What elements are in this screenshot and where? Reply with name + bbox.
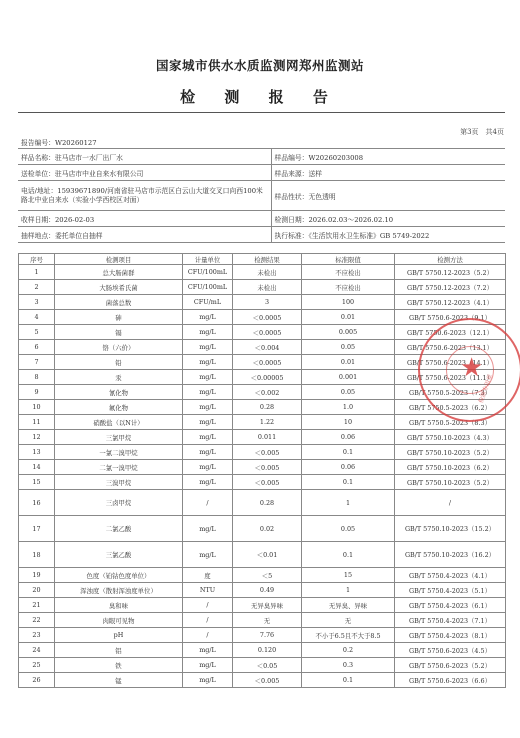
cell-no: 23 <box>19 628 55 643</box>
table-row <box>19 658 506 673</box>
cell-method: GB/T 5750.4-2023（7.1） <box>395 613 506 628</box>
cell-method: GB/T 5750.6-2023（14.1） <box>395 355 506 370</box>
cell-no: 9 <box>19 385 55 400</box>
cell-method: GB/T 5750.12-2023（4.1） <box>395 295 506 310</box>
sample-name: 样品名称：驻马店市一水厂出厂水 <box>18 149 271 165</box>
cell-no: 14 <box>19 460 55 475</box>
cell-limit: 0.01 <box>302 310 395 325</box>
cell-unit: mg/L <box>183 445 233 460</box>
cell-method: GB/T 5750.4-2023（5.1） <box>395 583 506 598</box>
cell-unit: 度 <box>183 568 233 583</box>
cell-result: 0.011 <box>233 430 302 445</box>
cell-item: 铅 <box>55 355 183 370</box>
header-limit: 标准限值 <box>302 254 395 265</box>
cell-unit: CFU/100mL <box>183 265 233 280</box>
cell-item: 锰 <box>55 673 183 688</box>
cell-no: 6 <box>19 340 55 355</box>
table-row <box>19 265 506 280</box>
cell-item: 氟化物 <box>55 400 183 415</box>
table-row <box>19 613 506 628</box>
cell-result: ＜0.05 <box>233 658 302 673</box>
cell-unit: mg/L <box>183 542 233 568</box>
table-row <box>19 598 506 613</box>
cell-item: 砷 <box>55 310 183 325</box>
cell-no: 21 <box>19 598 55 613</box>
sample-number: 样品编号：W20260203008 <box>271 149 505 165</box>
cell-limit: 0.1 <box>302 673 395 688</box>
cell-unit: mg/L <box>183 673 233 688</box>
cell-result: 0.49 <box>233 583 302 598</box>
table-row <box>19 430 506 445</box>
cell-item: 肉眼可见物 <box>55 613 183 628</box>
header-method: 检测方法 <box>395 254 506 265</box>
header-item: 检测项目 <box>55 254 183 265</box>
cell-unit: / <box>183 613 233 628</box>
cell-method: GB/T 5750.5-2023（6.2） <box>395 400 506 415</box>
cell-method: GB/T 5750.12-2023（5.2） <box>395 265 506 280</box>
cell-result: ＜0.005 <box>233 445 302 460</box>
cell-result: 无 <box>233 613 302 628</box>
execution-standard: 执行标准：《生活饮用水卫生标准》GB 5749-2022 <box>271 227 505 243</box>
cell-item: 硝酸盐（以N计） <box>55 415 183 430</box>
cell-item: 镉 <box>55 325 183 340</box>
cell-limit: 100 <box>302 295 395 310</box>
cell-item: 臭和味 <box>55 598 183 613</box>
table-header-row <box>19 254 506 265</box>
cell-result: ＜0.005 <box>233 475 302 490</box>
cell-result: 未检出 <box>233 265 302 280</box>
table-row <box>19 673 506 688</box>
cell-unit: mg/L <box>183 460 233 475</box>
cell-unit: CFU/mL <box>183 295 233 310</box>
cell-limit: 15 <box>302 568 395 583</box>
header-no: 序号 <box>19 254 55 265</box>
cell-limit: 0.1 <box>302 475 395 490</box>
cell-unit: / <box>183 490 233 516</box>
cell-method: GB/T 5750.10-2023（15.2） <box>395 516 506 542</box>
cell-item: 氰化物 <box>55 385 183 400</box>
cell-no: 26 <box>19 673 55 688</box>
cell-unit: mg/L <box>183 475 233 490</box>
cell-result: 0.02 <box>233 516 302 542</box>
cell-result: ＜5 <box>233 568 302 583</box>
cell-limit: 0.005 <box>302 325 395 340</box>
header-rule <box>18 112 505 113</box>
cell-method: GB/T 5750.10-2023（6.2） <box>395 460 506 475</box>
cell-method: GB/T 5750.5-2023（7.3） <box>395 385 506 400</box>
cell-item: 一氯二溴甲烷 <box>55 445 183 460</box>
cell-result: ＜0.00005 <box>233 370 302 385</box>
cell-no: 24 <box>19 643 55 658</box>
cell-item: 三溴甲烷 <box>55 475 183 490</box>
cell-method: GB/T 5750.6-2023（6.6） <box>395 673 506 688</box>
cell-method: GB/T 5750.6-2023（4.5） <box>395 643 506 658</box>
table-row <box>19 460 506 475</box>
table-row <box>19 568 506 583</box>
cell-item: 三氯甲烷 <box>55 430 183 445</box>
table-row <box>19 445 506 460</box>
cell-method: / <box>395 490 506 516</box>
cell-unit: mg/L <box>183 658 233 673</box>
cell-limit: 无异臭、异味 <box>302 598 395 613</box>
cell-limit: 0.06 <box>302 460 395 475</box>
cell-no: 1 <box>19 265 55 280</box>
cell-item: 大肠埃希氏菌 <box>55 280 183 295</box>
page-title: 检 测 报 告 <box>180 88 340 106</box>
table-row <box>19 643 506 658</box>
cell-no: 11 <box>19 415 55 430</box>
cell-no: 12 <box>19 430 55 445</box>
cell-limit: 不小于6.5且不大于8.5 <box>302 628 395 643</box>
cell-no: 15 <box>19 475 55 490</box>
cell-limit: 0.05 <box>302 516 395 542</box>
cell-method: GB/T 5750.4-2023（8.1） <box>395 628 506 643</box>
cell-method: GB/T 5750.10-2023（16.2） <box>395 542 506 568</box>
cell-limit: 1.0 <box>302 400 395 415</box>
cell-unit: mg/L <box>183 516 233 542</box>
cell-item: 汞 <box>55 370 183 385</box>
cell-unit: mg/L <box>183 385 233 400</box>
table-row <box>19 490 506 516</box>
table-row <box>19 475 506 490</box>
cell-limit: 0.1 <box>302 445 395 460</box>
page-number: 第3页 共4页 <box>460 128 504 136</box>
table-row <box>19 280 506 295</box>
cell-limit: 0.001 <box>302 370 395 385</box>
star-seal-icon: ★ <box>460 353 484 383</box>
contact-address: 电话/地址：15939671890/河南省驻马店市示范区白云山大道交叉口向西100米路北中业自来水（实验小学西校区对面） <box>18 181 271 211</box>
cell-result: ＜0.01 <box>233 542 302 568</box>
cell-item: 三氯乙酸 <box>55 542 183 568</box>
cell-item: 三卤甲烷 <box>55 490 183 516</box>
cell-method: GB/T 5750.6-2023（5.2） <box>395 658 506 673</box>
cell-method: GB/T 5750.5-2023（8.3） <box>395 415 506 430</box>
cell-unit: mg/L <box>183 310 233 325</box>
cell-method: GB/T 5750.10-2023（5.2） <box>395 475 506 490</box>
cell-result: ＜0.0005 <box>233 325 302 340</box>
cell-method: GB/T 5750.4-2023（6.1） <box>395 598 506 613</box>
cell-method: GB/T 5750.4-2023（4.1） <box>395 568 506 583</box>
cell-result: 未检出 <box>233 280 302 295</box>
cell-result: 1.22 <box>233 415 302 430</box>
cell-method: GB/T 5750.10-2023（4.3） <box>395 430 506 445</box>
table-row <box>19 583 506 598</box>
cell-no: 7 <box>19 355 55 370</box>
cell-item: 二氯一溴甲烷 <box>55 460 183 475</box>
table-row <box>19 295 506 310</box>
cell-no: 22 <box>19 613 55 628</box>
cell-item: pH <box>55 628 183 643</box>
cell-no: 8 <box>19 370 55 385</box>
cell-limit: 不应检出 <box>302 280 395 295</box>
cell-method: GB/T 5750.6-2023（12.1） <box>395 325 506 340</box>
header-unit: 计量单位 <box>183 254 233 265</box>
cell-unit: CFU/100mL <box>183 280 233 295</box>
cell-no: 25 <box>19 658 55 673</box>
cell-no: 19 <box>19 568 55 583</box>
cell-result: 3 <box>233 295 302 310</box>
cell-result: ＜0.002 <box>233 385 302 400</box>
cell-result: ＜0.005 <box>233 460 302 475</box>
cell-limit: 0.2 <box>302 643 395 658</box>
table-row <box>19 628 506 643</box>
cell-no: 5 <box>19 325 55 340</box>
cell-item: 色度（铂钴色度单位） <box>55 568 183 583</box>
test-date: 检测日期：2026.02.03～2026.02.10 <box>271 211 505 227</box>
cell-unit: mg/L <box>183 400 233 415</box>
cell-item: 铁 <box>55 658 183 673</box>
cell-result: ＜0.004 <box>233 340 302 355</box>
results-body <box>19 265 506 688</box>
sample-trait: 样品性状：无色透明 <box>271 181 505 211</box>
cell-unit: mg/L <box>183 325 233 340</box>
cell-unit: mg/L <box>183 415 233 430</box>
cell-limit: 10 <box>302 415 395 430</box>
cell-no: 17 <box>19 516 55 542</box>
table-row <box>19 415 506 430</box>
cell-no: 16 <box>19 490 55 516</box>
cell-method: GB/T 5750.6-2023（13.1） <box>395 340 506 355</box>
report-number: 报告编号：W20260127 <box>18 136 505 149</box>
cell-limit: 0.1 <box>302 542 395 568</box>
cell-method: GB/T 5750.6-2023（11.1） <box>395 370 506 385</box>
cell-limit: 1 <box>302 490 395 516</box>
cell-no: 10 <box>19 400 55 415</box>
cell-limit: 0.05 <box>302 385 395 400</box>
cell-no: 3 <box>19 295 55 310</box>
cell-limit: 0.06 <box>302 430 395 445</box>
cell-item: 总大肠菌群 <box>55 265 183 280</box>
cell-unit: mg/L <box>183 430 233 445</box>
table-row <box>19 542 506 568</box>
cell-item: 铝 <box>55 643 183 658</box>
cell-limit: 0.3 <box>302 658 395 673</box>
results-table <box>18 253 506 688</box>
received-date: 收样日期：2026-02-03 <box>18 211 271 227</box>
table-row <box>19 310 506 325</box>
cell-limit: 0.01 <box>302 355 395 370</box>
cell-item: 铬（六价） <box>55 340 183 355</box>
header-result: 检测结果 <box>233 254 302 265</box>
cell-result: 0.120 <box>233 643 302 658</box>
client-unit: 送检单位：驻马店市中业自来水有限公司 <box>18 165 271 181</box>
cell-limit: 1 <box>302 583 395 598</box>
cell-result: 0.28 <box>233 490 302 516</box>
sampling-place: 抽样地点：委托单位自抽样 <box>18 227 271 243</box>
cell-limit: 不应检出 <box>302 265 395 280</box>
cell-result: 无异臭异味 <box>233 598 302 613</box>
cell-item: 二氯乙酸 <box>55 516 183 542</box>
cell-no: 18 <box>19 542 55 568</box>
cell-limit: 0.05 <box>302 340 395 355</box>
sample-source: 样品来源：送样 <box>271 165 505 181</box>
cell-result: ＜0.0005 <box>233 310 302 325</box>
cell-result: ＜0.005 <box>233 673 302 688</box>
cell-method: GB/T 5750.12-2023（7.2） <box>395 280 506 295</box>
report-meta <box>18 136 505 243</box>
org-heading: 国家城市供水水质监测网郑州监测站 <box>155 58 364 73</box>
cell-unit: / <box>183 628 233 643</box>
cell-result: 0.28 <box>233 400 302 415</box>
cell-no: 2 <box>19 280 55 295</box>
cell-no: 4 <box>19 310 55 325</box>
cell-unit: / <box>183 598 233 613</box>
cell-method: GB/T 5750.10-2023（5.2） <box>395 445 506 460</box>
cell-item: 浑浊度（散射浑浊度单位） <box>55 583 183 598</box>
cell-unit: NTU <box>183 583 233 598</box>
table-row <box>19 516 506 542</box>
cell-item: 菌落总数 <box>55 295 183 310</box>
cell-unit: mg/L <box>183 370 233 385</box>
cell-result: 7.76 <box>233 628 302 643</box>
cell-limit: 无 <box>302 613 395 628</box>
cell-no: 13 <box>19 445 55 460</box>
cell-unit: mg/L <box>183 340 233 355</box>
cell-unit: mg/L <box>183 355 233 370</box>
cell-no: 20 <box>19 583 55 598</box>
seal-lettering: 检测专用章 <box>477 373 495 405</box>
cell-result: ＜0.0005 <box>233 355 302 370</box>
cell-unit: mg/L <box>183 643 233 658</box>
cell-method: GB/T 5750.6-2023（9.1） <box>395 310 506 325</box>
